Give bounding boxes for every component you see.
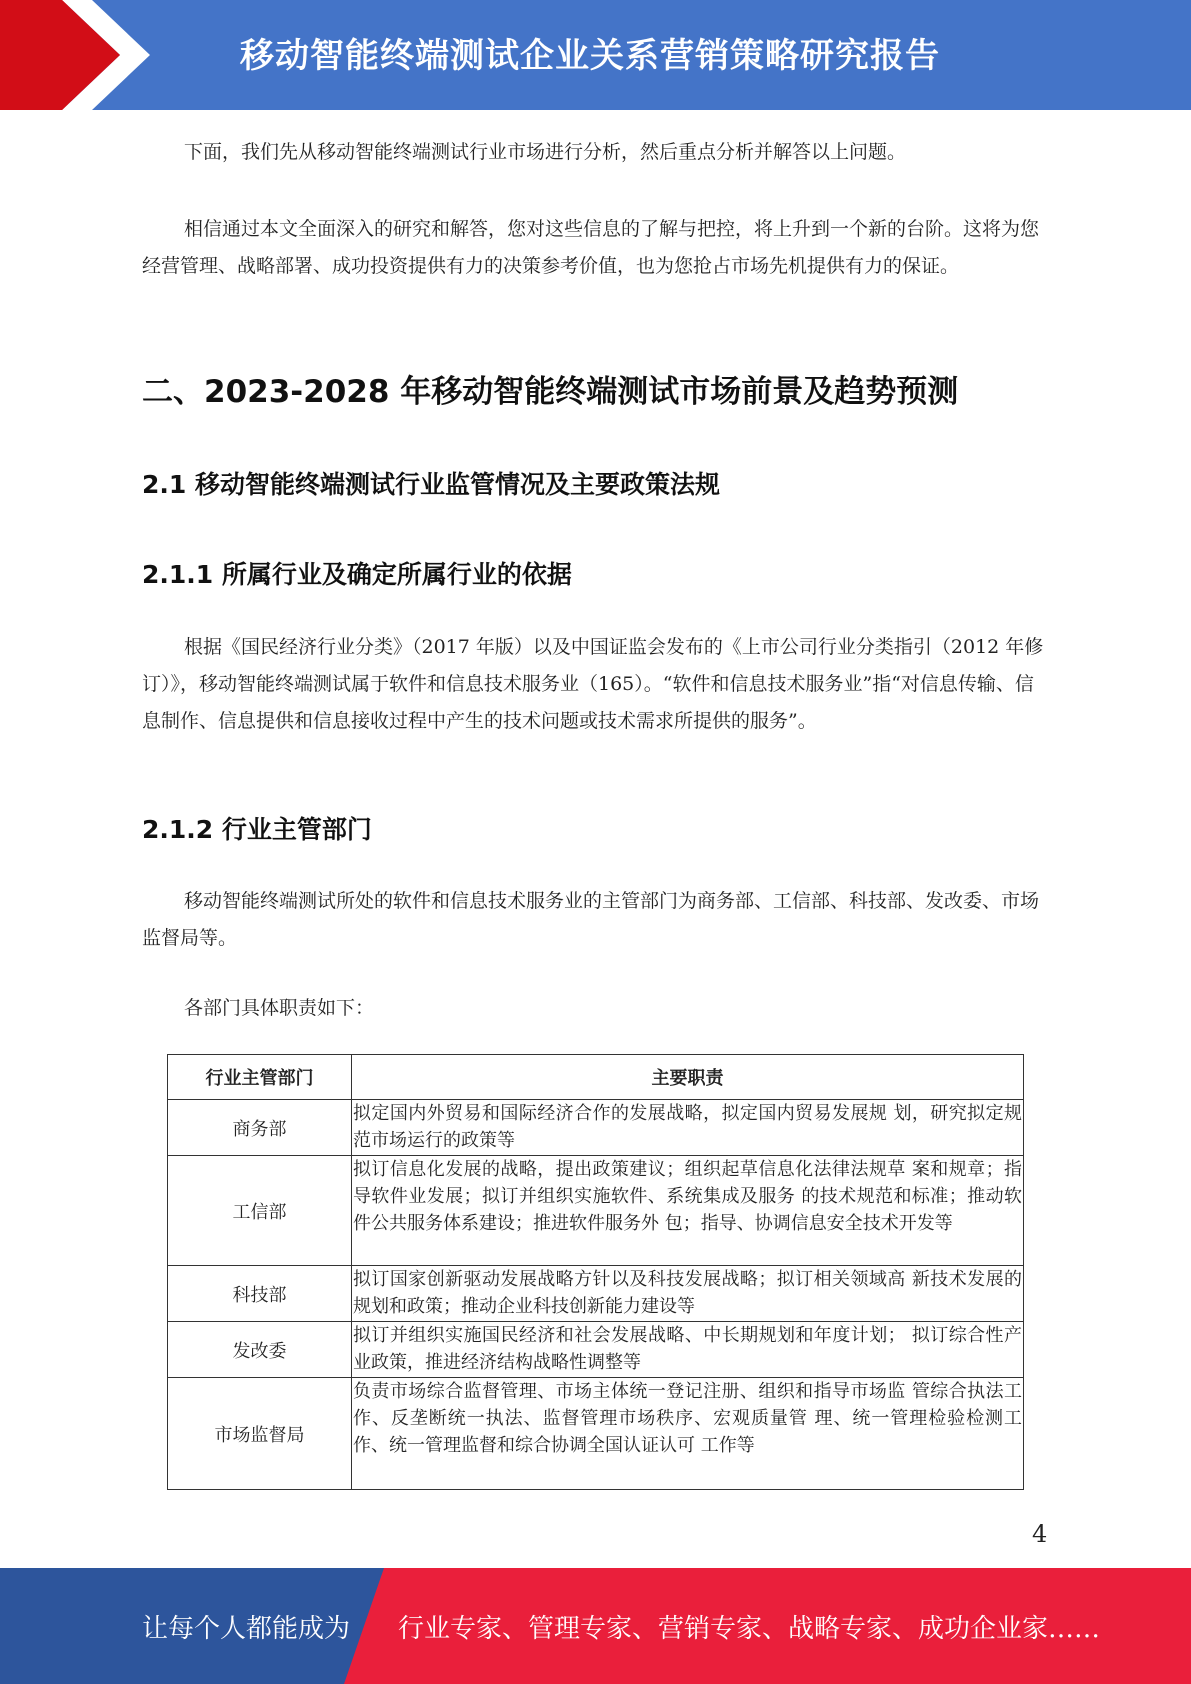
- section-2-1-2-paragraph: 移动智能终端测试所处的软件和信息技术服务业的主管部门为商务部、工信部、科技部、发改委、市场监督局等。: [142, 890, 1040, 949]
- duty-cell: 负责市场综合监督管理、市场主体统一登记注册、组织和指导市场监 管综合执法工作、反垄断统一执法、监督管理市场秩序、宏观质量管 理、统一管理检验检测工作、统一管理监督和综合协调全国认证认可 工作等: [352, 1378, 1024, 1490]
- department-cell: 发改委: [168, 1322, 352, 1378]
- report-title: 移动智能终端测试企业关系营销策略研究报告: [240, 36, 940, 76]
- department-cell: 市场监督局: [168, 1378, 352, 1490]
- table-header-row: [168, 1055, 1024, 1100]
- duty-cell: 拟订信息化发展的战略，提出政策建议；组织起草信息化法律法规草 案和规章；指导软件业发展；拟订并组织实施软件、系统集成及服务 的技术规范和标准；推动软件公共服务体系建设；推进软件服务外 包；指导、协调信息安全技术开发等: [352, 1156, 1024, 1266]
- table-row: [168, 1378, 1024, 1490]
- table-row: [168, 1322, 1024, 1378]
- intro-paragraph-2: 相信通过本文全面深入的研究和解答，您对这些信息的了解与把控，将上升到一个新的台阶。这将为您经营管理、战略部署、成功投资提供有力的决策参考价值，也为您抢占市场先机提供有力的保证。: [142, 218, 1040, 277]
- duty-cell: 拟订国家创新驱动发展战略方针以及科技发展战略；拟订相关领域高 新技术发展的规划和政策；推动企业科技创新能力建设等: [352, 1266, 1024, 1322]
- header-banner: [0, 0, 1191, 110]
- footer-slogan-left: 让每个人都能成为: [142, 1614, 351, 1644]
- table-row: [168, 1100, 1024, 1156]
- department-cell: 科技部: [168, 1266, 352, 1322]
- table-row: [168, 1266, 1024, 1322]
- section-2-1-2-heading: 2.1.2 行业主管部门: [142, 815, 372, 844]
- footer-banner: [0, 1568, 1191, 1684]
- section-2-1-1-heading: 2.1.1 所属行业及确定所属行业的依据: [142, 560, 572, 589]
- department-duty-table: [167, 1054, 1024, 1490]
- table-row: [168, 1156, 1024, 1266]
- section-2-1-1-paragraph: 根据《国民经济行业分类》（2017 年版）以及中国证监会发布的《上市公司行业分类指引（2012 年修订）》，移动智能终端测试属于软件和信息技术服务业（165）。“软件和信息技术服务业”指“对信息传输、信息制作、信息提供和信息接收过程中产生的技术问题或技术需求所提供的服务”。: [142, 636, 1044, 732]
- column-header-department: 行业主管部门: [168, 1055, 352, 1100]
- section-2-heading: 二、2023-2028 年移动智能终端测试市场前景及趋势预测: [142, 374, 959, 410]
- column-header-duty: 主要职责: [352, 1055, 1024, 1100]
- department-cell: 商务部: [168, 1100, 352, 1156]
- department-cell: 工信部: [168, 1156, 352, 1266]
- duty-cell: 拟订并组织实施国民经济和社会发展战略、中长期规划和年度计划； 拟订综合性产业政策，推进经济结构战略性调整等: [352, 1322, 1024, 1378]
- intro-paragraph-1: 下面，我们先从移动智能终端测试行业市场进行分析，然后重点分析并解答以上问题。: [184, 141, 907, 163]
- page-number: 4: [1032, 1520, 1048, 1548]
- section-2-1-2-intro: 各部门具体职责如下：: [184, 997, 375, 1019]
- duty-cell: 拟定国内外贸易和国际经济合作的发展战略，拟定国内贸易发展规 划，研究拟定规范市场运行的政策等: [352, 1100, 1024, 1156]
- section-2-1-heading: 2.1 移动智能终端测试行业监管情况及主要政策法规: [142, 470, 720, 499]
- footer-slogan-right: 行业专家、管理专家、营销专家、战略专家、成功企业家……: [398, 1614, 1101, 1644]
